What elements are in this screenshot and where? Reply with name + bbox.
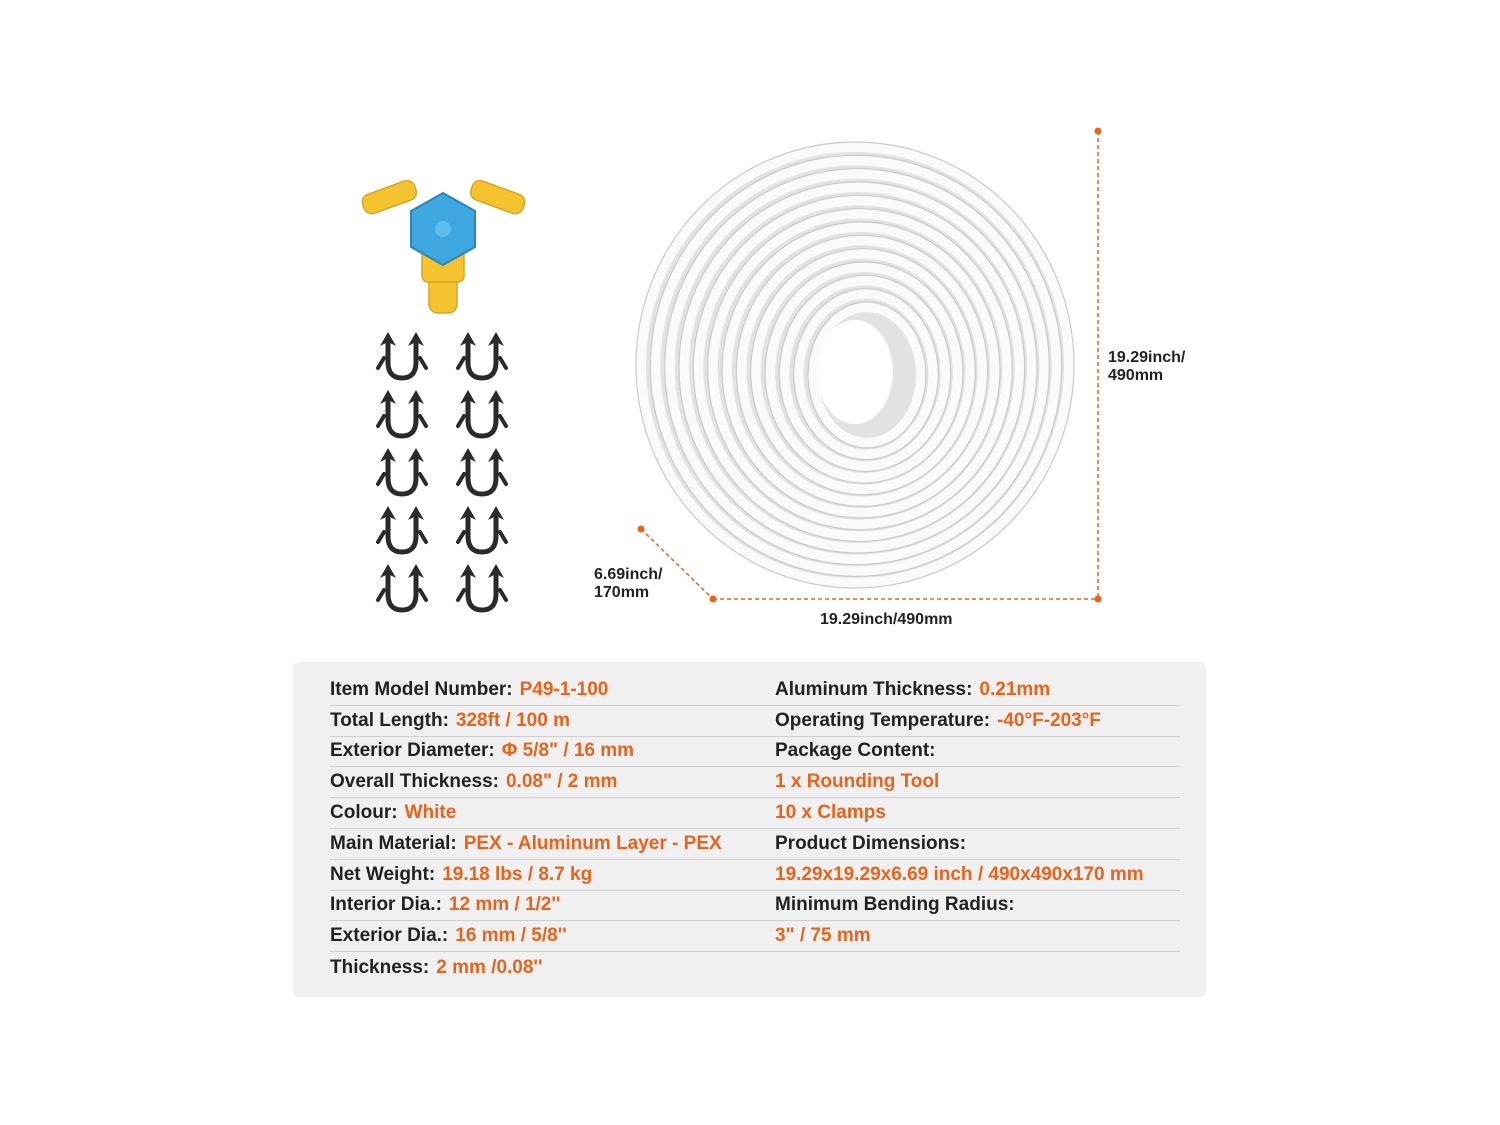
spec-key: Main Material: xyxy=(330,832,457,854)
height-dimension-label xyxy=(1108,349,1185,385)
spec-value: 2 mm /0.08'' xyxy=(436,956,543,978)
spec-row-length xyxy=(330,706,775,737)
spec-key: Package Content: xyxy=(775,740,936,762)
pipe-clamp-icon xyxy=(378,448,426,494)
spec-key: Aluminum Thickness: xyxy=(775,678,973,700)
pipe-clamp-icon xyxy=(378,506,426,552)
spec-value: White xyxy=(404,802,457,824)
spec-value: 12 mm / 1/2'' xyxy=(448,894,561,916)
spec-row-bending-radius xyxy=(775,891,1180,922)
spec-row-bending-radius-value xyxy=(775,921,1180,952)
spec-row-overall-thickness xyxy=(330,767,775,798)
spec-row-interior-dia xyxy=(330,891,775,922)
spec-row-weight xyxy=(330,860,775,891)
spec-value: PEX - Aluminum Layer - PEX xyxy=(463,832,722,854)
spec-key: Interior Dia.: xyxy=(330,894,442,916)
spec-key: Item Model Number: xyxy=(330,678,513,700)
width-dimension-label: 19.29inch/490mm xyxy=(820,611,953,628)
width-dimension-line xyxy=(710,596,1099,603)
spec-key: Exterior Dia.: xyxy=(330,925,449,947)
pex-pipe-coil xyxy=(636,142,1074,588)
spec-row-thickness xyxy=(330,952,775,983)
spec-row-material xyxy=(330,829,775,860)
pipe-clamp-icon xyxy=(378,390,426,436)
depth-label-line2: 170mm xyxy=(594,584,650,601)
height-dimension-line xyxy=(1095,128,1102,603)
pipe-clamp-icon xyxy=(458,390,506,436)
spec-row-rounding-tool xyxy=(775,767,1180,798)
spec-value: 16 mm / 5/8'' xyxy=(455,925,567,947)
spec-row-model xyxy=(330,675,775,706)
spec-value: 0.08" / 2 mm xyxy=(505,771,618,793)
pipe-clamp-icon xyxy=(458,506,506,552)
spec-row-dimensions-value xyxy=(775,860,1180,891)
spec-key: Total Length: xyxy=(330,709,449,731)
spec-value: 3" / 75 mm xyxy=(775,925,871,947)
spec-row-aluminum-thickness xyxy=(775,675,1180,706)
spec-key: Exterior Diameter: xyxy=(330,740,495,762)
spec-row-clamps xyxy=(775,798,1180,829)
clamps-group xyxy=(378,332,506,610)
spec-key: Colour: xyxy=(330,802,398,824)
depth-label-line1: 6.69inch/ xyxy=(594,566,663,583)
spec-key: Operating Temperature: xyxy=(775,709,991,731)
spec-value: 19.29x19.29x6.69 inch / 490x490x170 mm xyxy=(775,863,1144,885)
spec-key: Product Dimensions: xyxy=(775,832,967,854)
spec-key: Net Weight: xyxy=(330,863,436,885)
spec-row-product-dimensions xyxy=(775,829,1180,860)
spec-value: 1 x Rounding Tool xyxy=(775,771,940,793)
spec-value: 10 x Clamps xyxy=(775,802,886,824)
spec-row-colour xyxy=(330,798,775,829)
pipe-clamp-icon xyxy=(458,448,506,494)
spec-key: Overall Thickness: xyxy=(330,771,499,793)
spec-value: P49-1-100 xyxy=(519,678,609,700)
spec-row-exterior-diameter xyxy=(330,737,775,768)
depth-dimension-label xyxy=(594,566,662,602)
spec-value: 0.21mm xyxy=(979,678,1051,700)
spec-row-temperature xyxy=(775,706,1180,737)
spec-column-right xyxy=(775,675,1180,952)
pipe-clamp-icon xyxy=(458,332,506,378)
pipe-clamp-icon xyxy=(378,332,426,378)
spec-value: 19.18 lbs / 8.7 kg xyxy=(442,863,593,885)
rounding-tool-icon xyxy=(360,178,527,313)
spec-row-exterior-dia xyxy=(330,921,775,952)
spec-value: Φ 5/8" / 16 mm xyxy=(501,740,635,762)
height-label-line2: 490mm xyxy=(1108,367,1164,384)
pipe-clamp-icon xyxy=(458,564,506,610)
spec-value: -40°F-203°F xyxy=(997,709,1101,731)
height-label-line1: 19.29inch/ xyxy=(1108,349,1186,366)
spec-value: 328ft / 100 m xyxy=(455,709,570,731)
spec-column-left xyxy=(330,675,730,983)
spec-key: Thickness: xyxy=(330,956,430,978)
pipe-clamp-icon xyxy=(378,564,426,610)
spec-row-package-content xyxy=(775,737,1180,768)
spec-key: Minimum Bending Radius: xyxy=(775,894,1015,916)
